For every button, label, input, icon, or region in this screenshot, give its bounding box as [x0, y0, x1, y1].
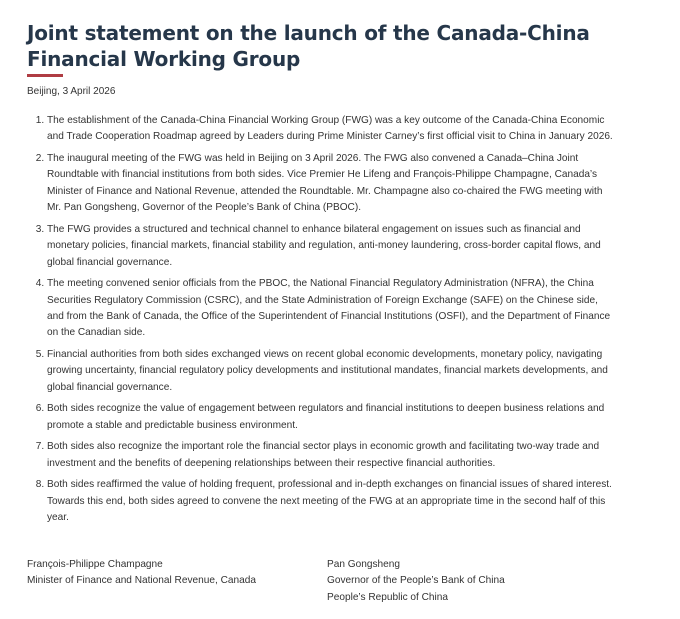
statement-point: 5. Financial authorities from both sides exchanged views on recent global economic developments, monetary policy, navigating growing uncertainty, financial regulatory policy developments and institutional mandates, financial markets developments, and global financial governance. — [47, 347, 615, 396]
statement-point: 6. Both sides recognize the value of engagement between regulators and financial institutions to deepen business relations and promote a stable and predictable business environment. — [47, 401, 615, 434]
signatory-title: Governor of the People’s Bank of China — [327, 575, 505, 587]
signatory-country: People’s Republic of China — [327, 591, 449, 603]
statement-point: 4. The meeting convened senior officials from the PBOC, the National Financial Regulatory Administration (NFRA), the China Securities Regulatory Commission (CSRC), and the State Administration of Foreign Exchange (SAFE) on the Chinese side, and from the Bank of Canada, the Office of the Superintendent of Financial Institutions (OSFI), and the Department of Finance on the Canadian side. — [47, 276, 615, 342]
statement-point: 8. Both sides reaffirmed the value of holding frequent, professional and in-depth exchanges on financial issues of shared interest. Towards this end, both sides agreed to convene the next meeting of the FWG at an appropriate time in the second half of this year. — [47, 477, 615, 526]
statement-point: 2. The inaugural meeting of the FWG was held in Beijing on 3 April 2026. The FWG also convened a Canada–China Joint Roundtable with financial institutions from both sides. Vice Premier He Lifeng and François-Philippe Champagne, Canada’s Minister of Finance and National Revenue, attended the Roundtable. Mr. Champagne also co-chaired the FWG meeting with Mr. Pan Gongsheng, Governor of the People’s Bank of China (PBOC). — [47, 151, 615, 217]
statement-point: 3. The FWG provides a structured and technical channel to enhance bilateral engagement on issues such as financial and monetary policies, financial markets, financial stability and regulation, anti-money laundering, cross-border capital flows, and global financial governance. — [47, 222, 615, 271]
signatory-canada — [27, 557, 256, 590]
statement-points-list — [27, 113, 615, 527]
title-underline-rule — [27, 74, 63, 77]
signatory-china — [327, 557, 505, 606]
page-title: Joint statement on the launch of the Canada-China Financial Working Group — [27, 21, 590, 71]
dateline: Beijing, 3 April 2026 — [27, 86, 116, 97]
signatory-name: François-Philippe Champagne — [27, 559, 163, 570]
signatory-title: Minister of Finance and National Revenue, Canada — [27, 575, 256, 587]
statement-point: 7. Both sides also recognize the important role the financial sector plays in economic growth and facilitating two-way trade and investment and the benefits of deepening relationships between their respective financial authorities. — [47, 439, 615, 472]
signatory-name: Pan Gongsheng — [327, 559, 400, 570]
statement-point: 1. The establishment of the Canada-China Financial Working Group (FWG) was a key outcome of the Canada-China Economic and Trade Cooperation Roadmap agreed by Leaders during Prime Minister Carney’s first official visit to China in January 2026. — [47, 113, 615, 146]
